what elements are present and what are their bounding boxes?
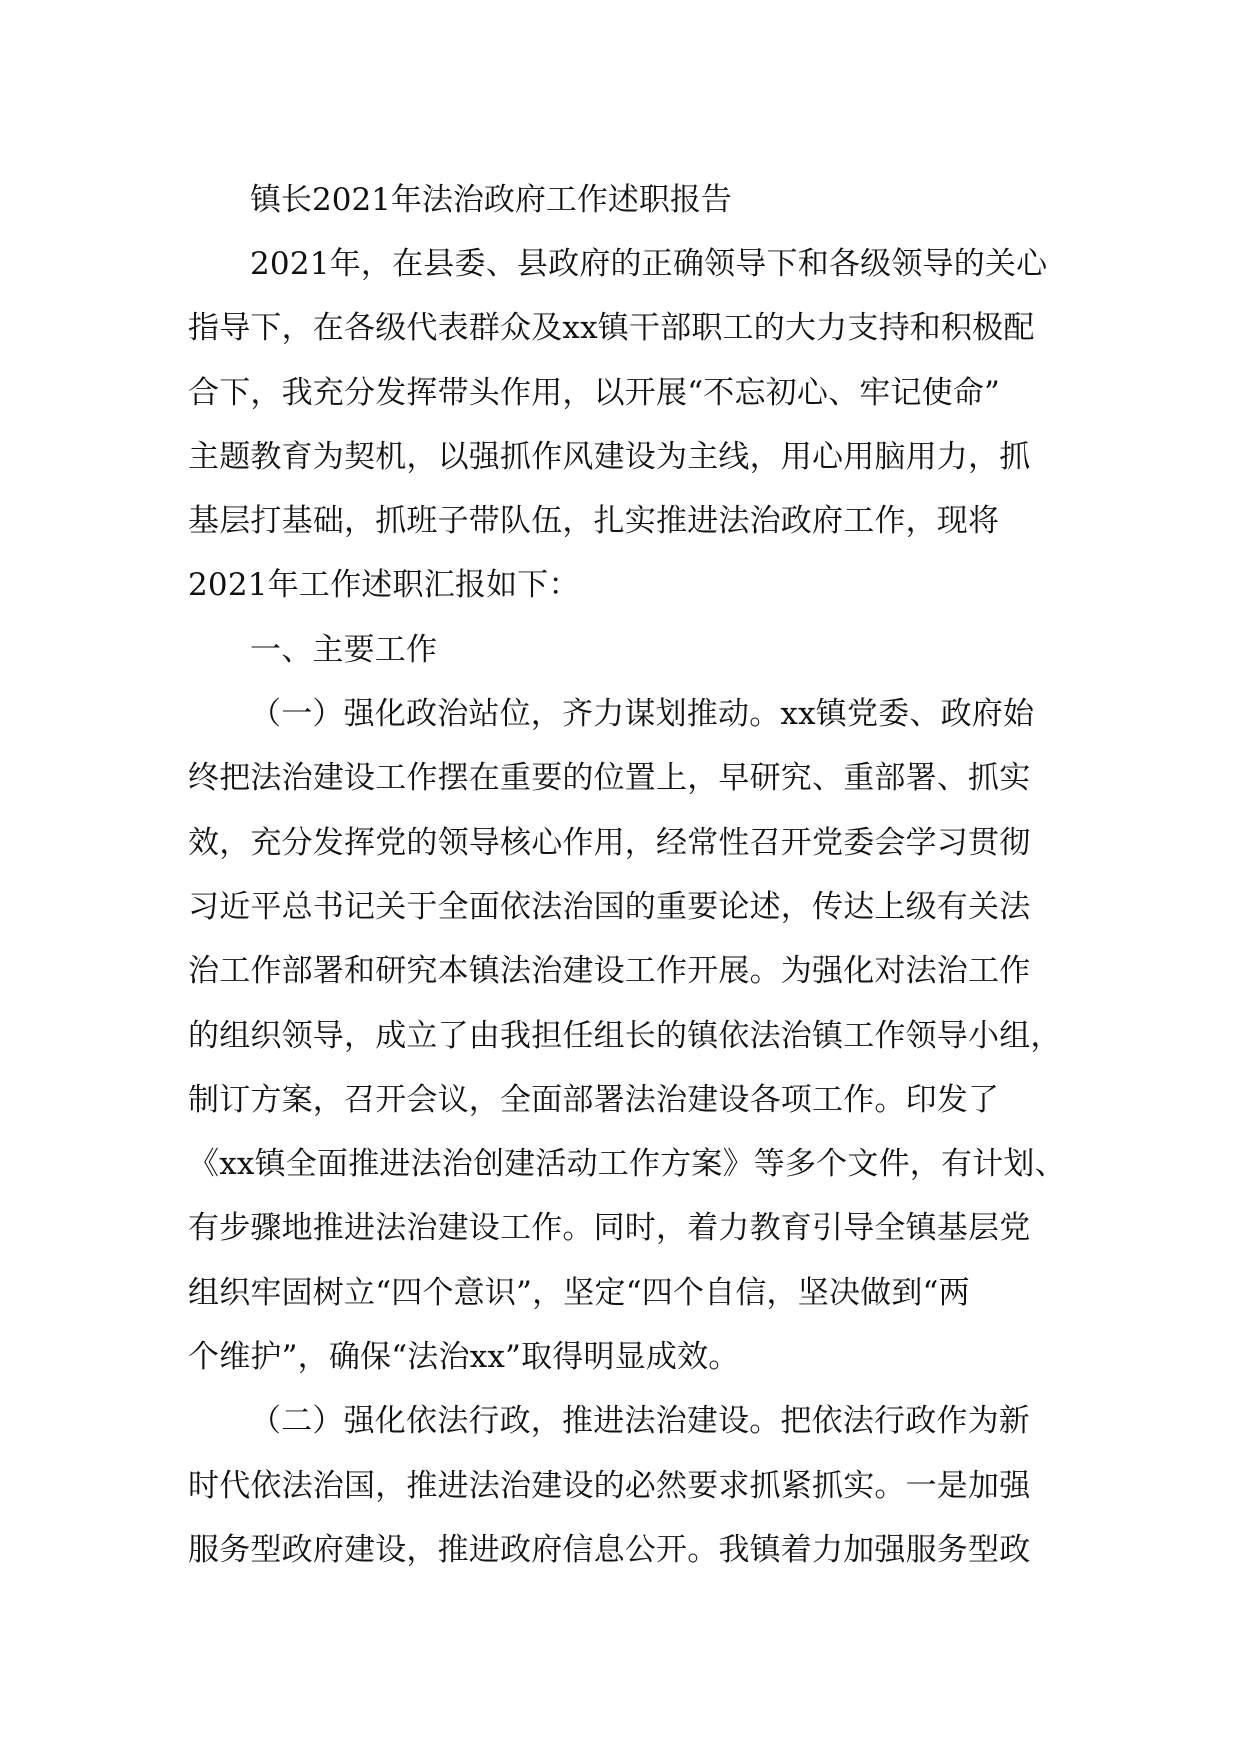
document-title: 镇长2021年法治政府工作述职报告 — [250, 182, 732, 218]
text-line: 制订方案，召开会议，全面部署法治建设各项工作。印发了 — [188, 1081, 1000, 1118]
text-line: 有步骤地推进法治建设工作。同时，着力教育引导全镇基层党 — [188, 1210, 1031, 1247]
text-line: 组织牢固树立“四个意识”，坚定“四个自信，坚决做到“两 — [188, 1274, 970, 1311]
text-line: 终把法治建设工作摆在重要的位置上，早研究、重部署、抓实 — [188, 760, 1031, 797]
text-line: 基层打基础，抓班子带队伍，扎实推进法治政府工作，现将 — [188, 503, 1000, 540]
text-line: 指导下，在各级代表群众及xx镇干部职工的大力支持和积极配 — [188, 310, 1035, 347]
text-line: 习近平总书记关于全面依法治国的重要论述，传达上级有关法 — [188, 888, 1031, 925]
document-body — [188, 168, 1088, 1582]
text-line: 时代依法治国，推进法治建设的必然要求抓紧抓实。一是加强 — [188, 1467, 1031, 1504]
text-line: 合下，我充分发挥带头作用，以开展“不忘初心、牢记使命” — [188, 374, 1001, 411]
text-line: 一、主要工作 — [250, 631, 438, 668]
text-line: 效，充分发挥党的领导核心作用，经常性召开党委会学习贯彻 — [188, 824, 1031, 861]
text-line: 个维护”，确保“法治xx”取得明显成效。 — [188, 1339, 740, 1376]
text-line: 《xx镇全面推进法治创建活动工作方案》等多个文件，有计划、 — [188, 1146, 1066, 1183]
document-text — [188, 232, 1088, 1582]
text-line: 2021年，在县委、县政府的正确领导下和各级领导的关心 — [250, 246, 1048, 282]
text-line: （一）强化政治站位，齐力谋划推动。xx镇党委、政府始 — [250, 696, 1035, 733]
text-line: 2021年工作述职汇报如下： — [188, 567, 580, 604]
text-line: 治工作部署和研究本镇法治建设工作开展。为强化对法治工作 — [188, 953, 1031, 990]
text-line: 主题教育为契机，以强抓作风建设为主线，用心用脑用力，抓 — [188, 438, 1031, 475]
text-line: 的组织领导，成立了由我担任组长的镇依法治镇工作领导小组， — [188, 1017, 1062, 1054]
text-line: 服务型政府建设，推进政府信息公开。我镇着力加强服务型政 — [188, 1531, 1031, 1568]
text-line: （二）强化依法行政，推进法治建设。把依法行政作为新 — [250, 1403, 1030, 1440]
